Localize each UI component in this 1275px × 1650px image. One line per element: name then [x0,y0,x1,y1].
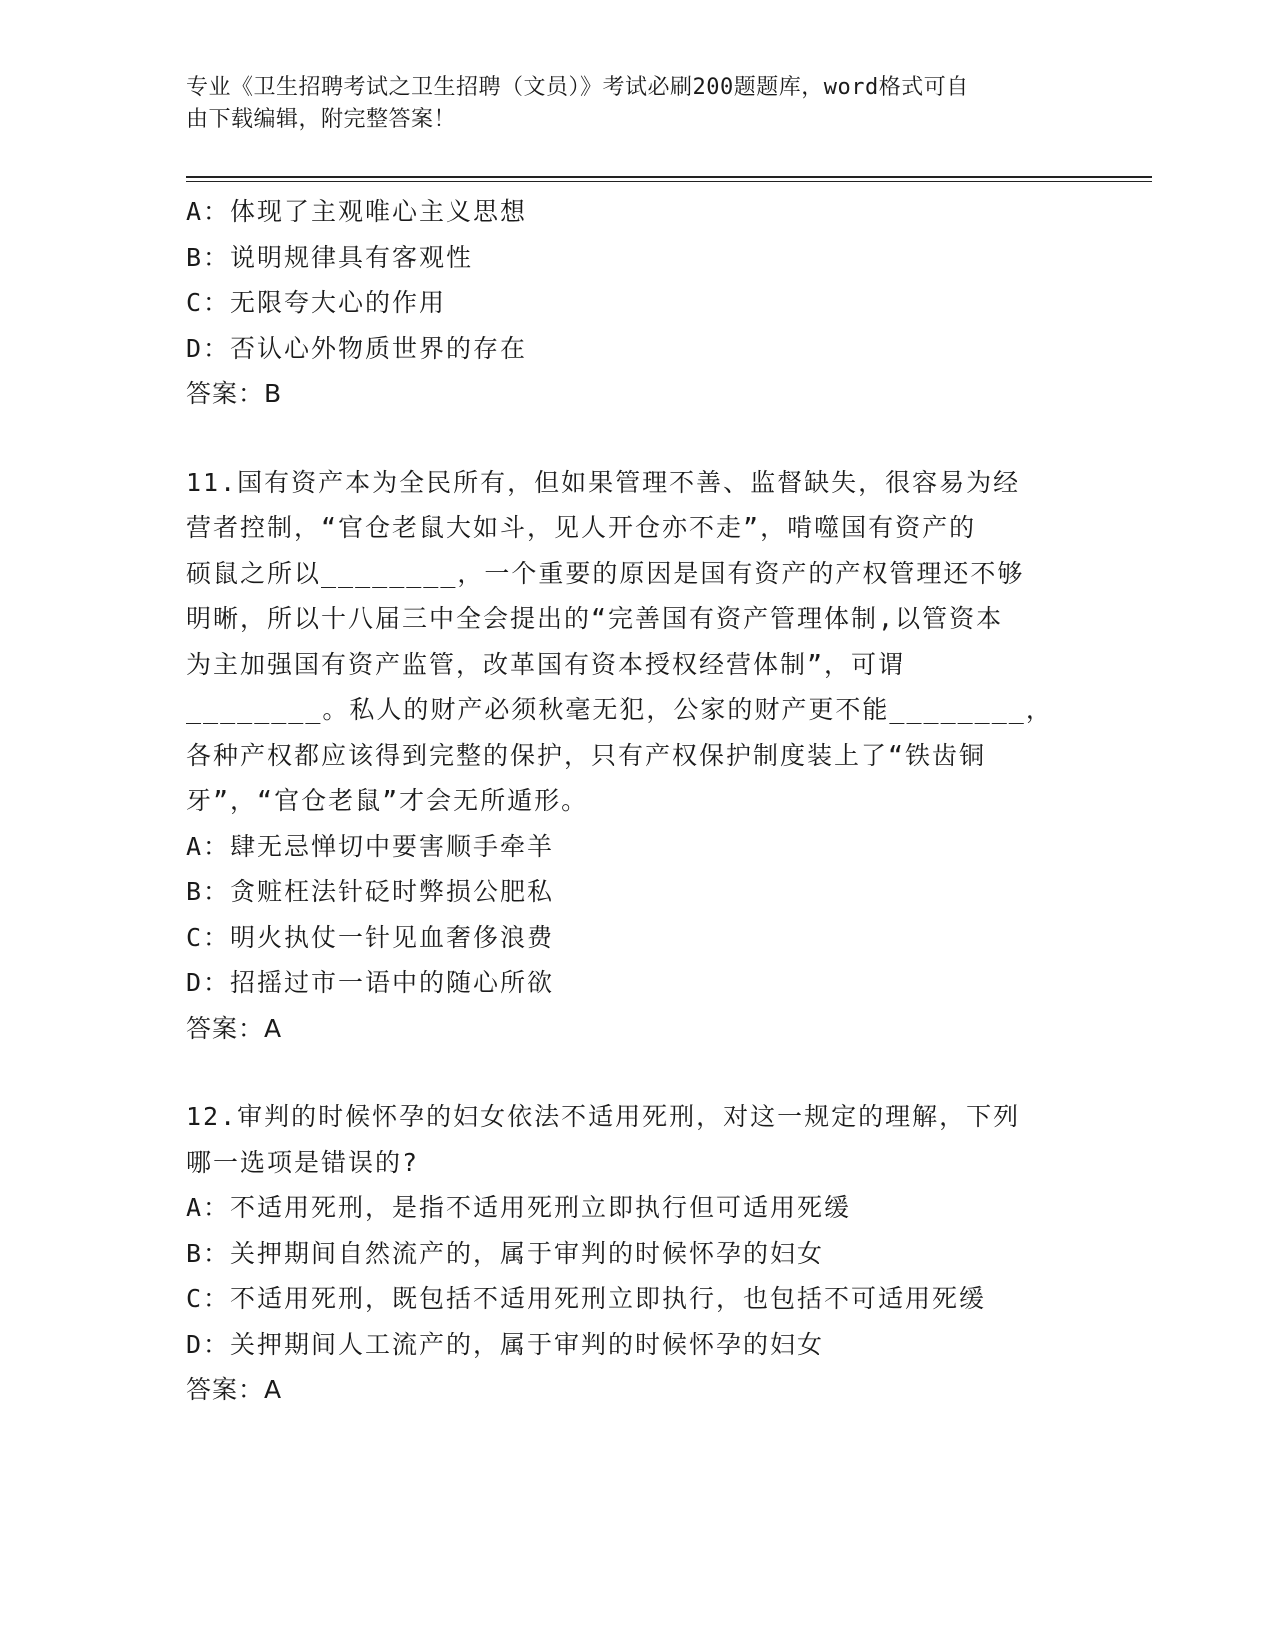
option-b: B：贪赃枉法针砭时弊损公肥私 [186,877,555,906]
option-c: C：明火执仗一针见血奢侈浪费 [186,922,555,952]
answer-line: 答案：A [186,1013,283,1043]
question-text-line: 12.审判的时候怀孕的妇女依法不适用死刑，对这一规定的理解，下列 [186,1102,1021,1131]
option-c: C：无限夸大心的作用 [186,288,447,317]
option-c: C：不适用死刑，既包括不适用死刑立即执行，也包括不可适用死缓 [186,1284,987,1313]
option-d: D：招摇过市一语中的随心所欲 [186,968,555,997]
question-12 [186,1094,1086,1413]
option-a: A：不适用死刑，是指不适用死刑立即执行但可适用死缓 [186,1193,852,1222]
header-line-1: 专业《卫生招聘考试之卫生招聘（文员）》考试必刷200题题库，word格式可自 [186,75,969,100]
question-text-line: 牙”，“官仓老鼠”才会无所遁形。 [186,786,589,815]
option-a: A：肆无忌惮切中要害顺手牵羊 [186,831,555,861]
option-d: D：关押期间人工流产的，属于审判的时候怀孕的妇女 [186,1329,825,1359]
question-content [186,189,1086,1413]
header-divider-thin [186,181,1152,182]
option-b: B：关押期间自然流产的，属于审判的时候怀孕的妇女 [186,1238,825,1268]
question-text-line: 哪一选项是错误的? [186,1147,420,1177]
spacer [186,417,1086,460]
question-text-line: 11.国有资产本为全民所有，但如果管理不善、监督缺失，很容易为经 [186,467,1021,497]
question-text-line: ________。私人的财产必须秋毫无犯，公家的财产更不能________， [186,695,1053,724]
answer-line: 答案：A [186,1375,283,1404]
option-a: A：体现了主观唯心主义思想 [186,197,528,226]
question-text-line: 各种产权都应该得到完整的保护，只有产权保护制度装上了“铁齿铜 [186,740,987,770]
answer-line: 答案：B [186,379,283,408]
question-11 [186,460,1086,1052]
question-text-line: 为主加强国有资产监管，改革国有资本授权经营体制”，可谓 [186,649,906,679]
option-b: B：说明规律具有客观性 [186,242,474,272]
question-text-line: 营者控制，“官仓老鼠大如斗，见人开仓亦不走”，啃噬国有资产的 [186,513,977,542]
question-text-line: 硕鼠之所以________，一个重要的原因是国有资产的产权管理还不够 [186,558,1025,588]
header-line-2: 由下载编辑，附完整答案！ [186,107,457,132]
question-text-line: 明晰，所以十八届三中全会提出的“完善国有资产管理体制,以管资本 [186,604,1004,633]
document-header [186,72,1066,136]
option-d: D：否认心外物质世界的存在 [186,333,528,363]
question-10 [186,189,1086,417]
spacer [186,1051,1086,1094]
header-divider-thick [186,176,1152,178]
